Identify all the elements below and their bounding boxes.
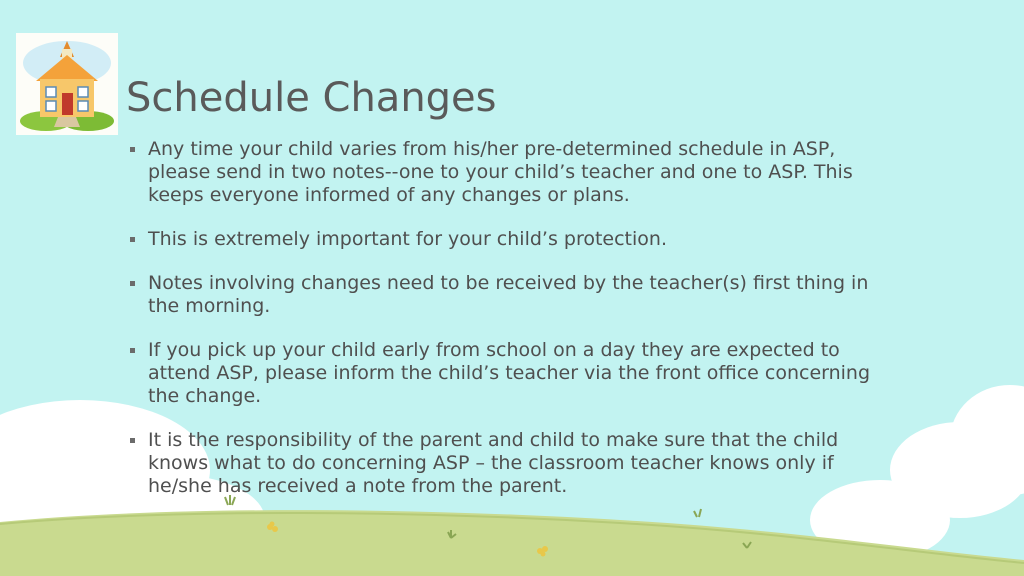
schoolhouse-logo	[16, 33, 118, 135]
bullet-text: It is the responsibility of the parent and child to make sure that the child knows what to do concerning ASP – the classroom teacher knows only if he/she has received a note from the parent.	[148, 429, 839, 497]
bullet-marker-icon	[130, 237, 135, 242]
bullet-item	[128, 138, 888, 207]
schoolhouse-icon	[16, 33, 118, 135]
bullet-marker-icon	[130, 281, 135, 286]
bullet-marker-icon	[130, 438, 135, 443]
bullet-text: This is extremely important for your child’s protection.	[148, 228, 667, 250]
bullet-marker-icon	[130, 147, 135, 152]
bullet-item	[128, 339, 888, 408]
bullet-text: Any time your child varies from his/her pre-determined schedule in ASP, please send in two notes--one to your child’s teacher and one to ASP. This keeps everyone informed of any changes or plans.	[148, 138, 853, 206]
slide-title: Schedule Changes	[126, 75, 497, 121]
bullet-list	[128, 138, 888, 519]
bullet-item	[128, 228, 888, 251]
bullet-item	[128, 429, 888, 498]
bullet-item	[128, 272, 888, 318]
bullet-text: If you pick up your child early from school on a day they are expected to attend ASP, please inform the child’s teacher via the front office concerning the change.	[148, 339, 871, 407]
bullet-marker-icon	[130, 348, 135, 353]
bullet-text: Notes involving changes need to be received by the teacher(s) first thing in the morning.	[148, 272, 869, 317]
